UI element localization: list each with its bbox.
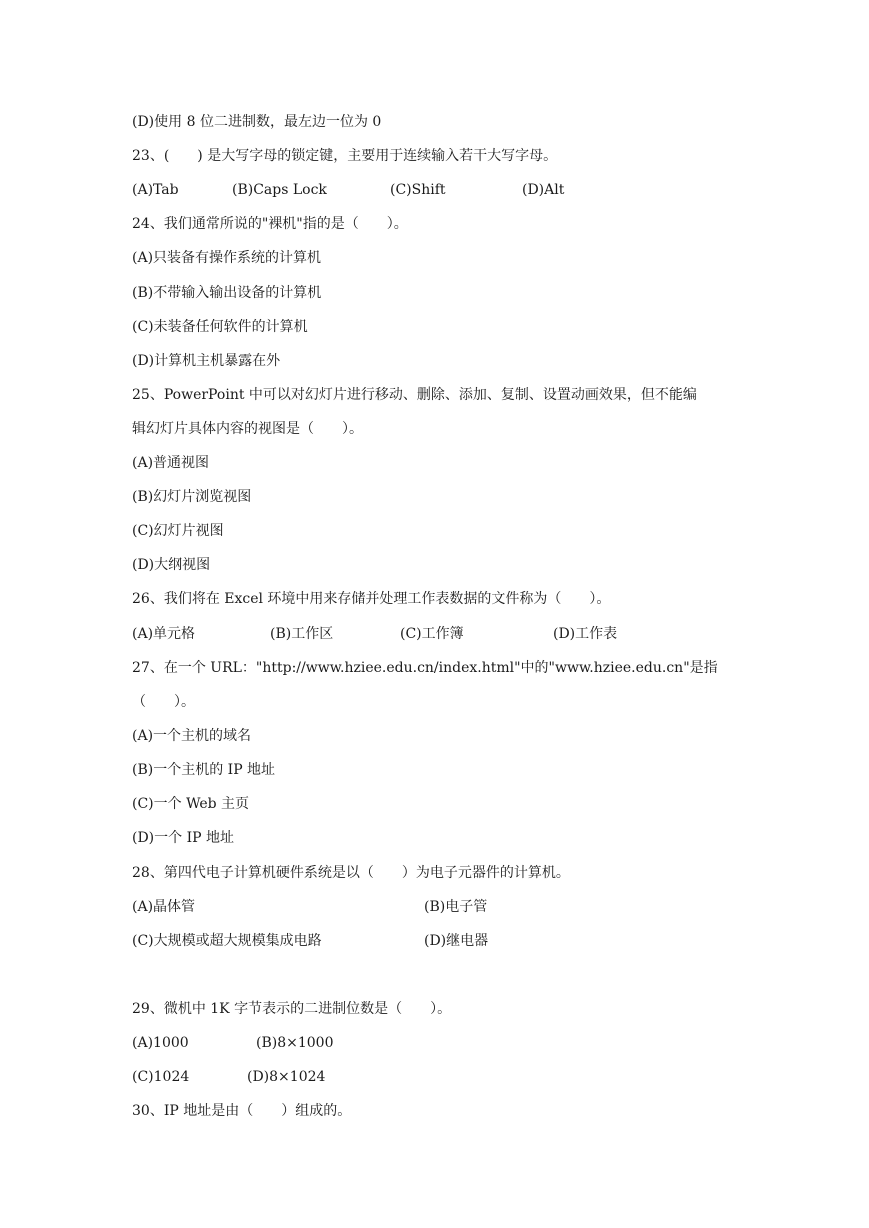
q23-option-b: (B)Caps Lock xyxy=(232,182,327,198)
q27-stem-line1: 27、在一个 URL："http://www.hziee.edu.cn/index.html"中的"www.hziee.edu.cn"是指 xyxy=(132,660,718,676)
q26-option-d: (D)工作表 xyxy=(553,626,618,642)
q25-option-a: (A)普通视图 xyxy=(132,455,210,471)
q24-option-b: (B)不带输入输出设备的计算机 xyxy=(132,285,322,301)
q27-option-d: (D)一个 IP 地址 xyxy=(132,830,234,846)
q28-option-b: (B)电子管 xyxy=(424,899,488,915)
q23-option-d: (D)Alt xyxy=(522,182,565,198)
q29-option-c: (C)1024 xyxy=(132,1069,190,1085)
q28-stem: 28、第四代电子计算机硬件系统是以（ ）为电子元器件的计算机。 xyxy=(132,865,570,881)
q26-option-b: (B)工作区 xyxy=(270,626,334,642)
q24-stem: 24、我们通常所说的"裸机"指的是（ ）。 xyxy=(132,216,408,232)
q29-option-b: (B)8×1000 xyxy=(256,1035,334,1051)
q29-option-d: (D)8×1024 xyxy=(247,1069,326,1085)
q23-option-c: (C)Shift xyxy=(390,182,446,198)
q27-option-b: (B)一个主机的 IP 地址 xyxy=(132,762,276,778)
q28-option-a: (A)晶体管 xyxy=(132,899,196,915)
q26-option-a: (A)单元格 xyxy=(132,626,196,642)
q25-option-d: (D)大纲视图 xyxy=(132,557,211,573)
q25-stem-line2: 辑幻灯片具体内容的视图是（ ）。 xyxy=(132,421,363,437)
q22-option-d: (D)使用 8 位二进制数，最左边一位为 0 xyxy=(132,114,382,130)
q25-stem-line1: 25、PowerPoint 中可以对幻灯片进行移动、删除、添加、复制、设置动画效果，但不能编 xyxy=(132,387,697,403)
q25-option-c: (C)幻灯片视图 xyxy=(132,523,224,539)
q27-option-a: (A)一个主机的域名 xyxy=(132,728,252,744)
q29-stem: 29、微机中 1K 字节表示的二进制位数是（ ）。 xyxy=(132,1001,452,1017)
q24-option-d: (D)计算机主机暴露在外 xyxy=(132,353,281,369)
q28-option-d: (D)继电器 xyxy=(424,933,489,949)
q23-stem: 23、( ) 是大写字母的锁定键，主要用于连续输入若干大写字母。 xyxy=(132,148,558,164)
q27-stem-line2: （ ）。 xyxy=(132,694,195,710)
q27-option-c: (C)一个 Web 主页 xyxy=(132,796,250,812)
q29-option-a: (A)1000 xyxy=(132,1035,189,1051)
q25-option-b: (B)幻灯片浏览视图 xyxy=(132,489,252,505)
q24-option-a: (A)只装备有操作系统的计算机 xyxy=(132,250,322,266)
q28-option-c: (C)大规模或超大规模集成电路 xyxy=(132,933,322,949)
q24-option-c: (C)未装备任何软件的计算机 xyxy=(132,319,308,335)
q30-stem: 30、IP 地址是由（ ）组成的。 xyxy=(132,1103,352,1119)
q26-option-c: (C)工作簿 xyxy=(400,626,464,642)
q23-option-a: (A)Tab xyxy=(132,182,179,198)
q26-stem: 26、我们将在 Excel 环境中用来存储并处理工作表数据的文件称为（ ）。 xyxy=(132,591,611,607)
